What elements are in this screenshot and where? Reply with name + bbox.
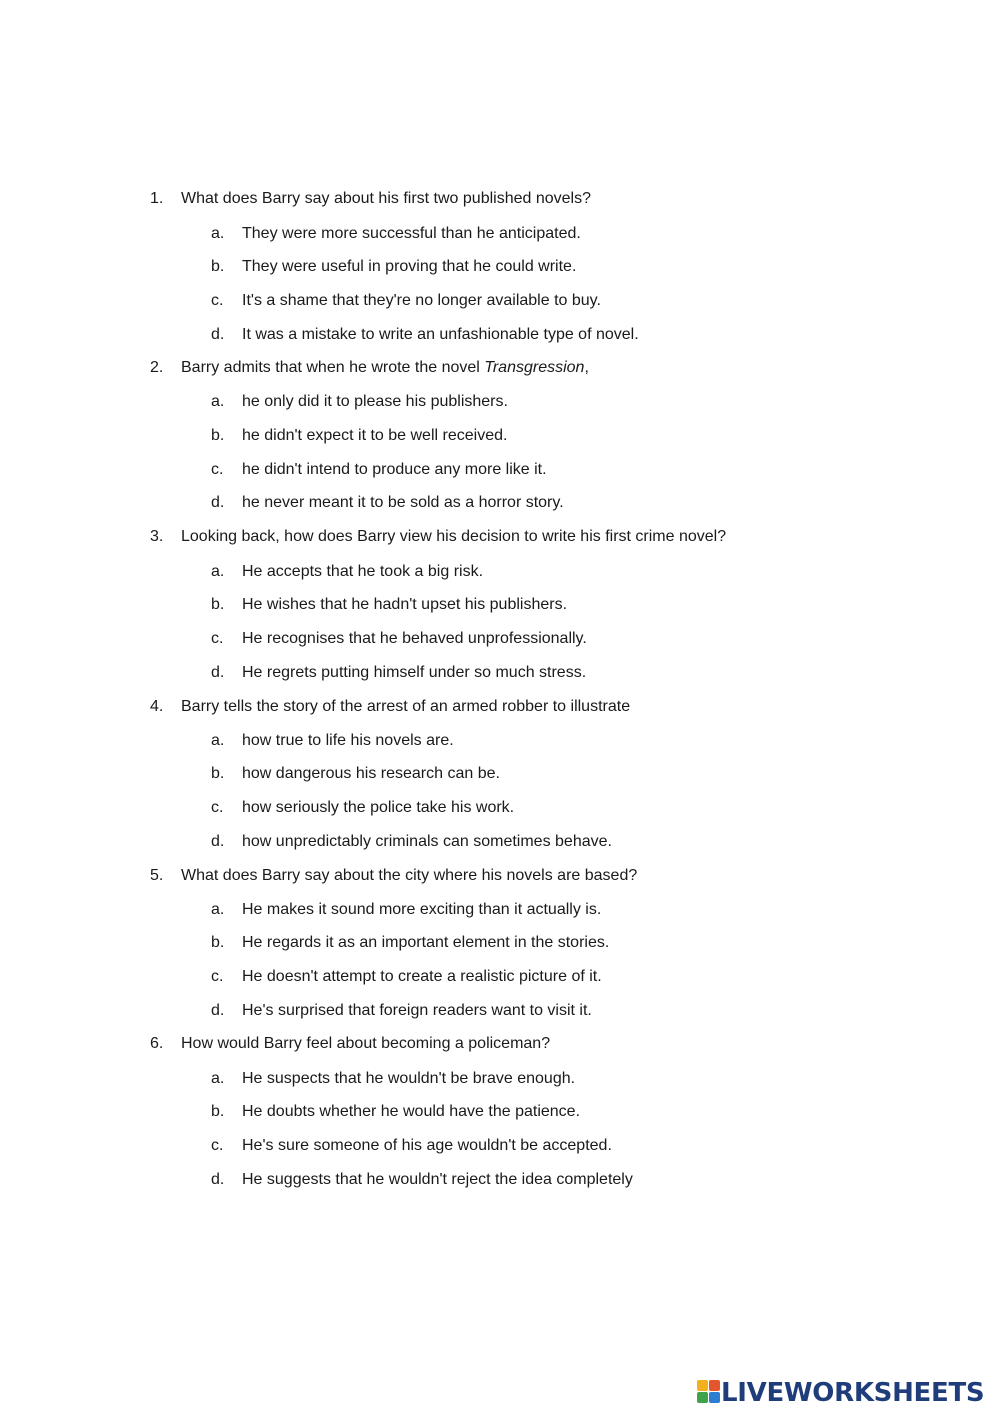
question-1: [0, 187, 1000, 211]
option-2b[interactable]: [0, 424, 1000, 448]
option-letter: c.: [211, 968, 224, 985]
option-letter: d.: [211, 664, 225, 681]
question-6: [0, 1032, 1000, 1056]
option-text: They were more successful than he anticipated.: [242, 225, 581, 242]
logo-square-red: [709, 1380, 720, 1391]
option-2a[interactable]: [0, 390, 1000, 414]
option-1a[interactable]: [0, 222, 1000, 246]
question-number: 5.: [150, 867, 164, 884]
option-4a[interactable]: [0, 729, 1000, 753]
option-text: It was a mistake to write an unfashionable type of novel.: [242, 326, 639, 343]
option-letter: b.: [211, 1103, 225, 1120]
question-text: What does Barry say about his first two published novels?: [181, 190, 591, 207]
option-text: he didn't expect it to be well received.: [242, 427, 508, 444]
question-text: What does Barry say about the city where his novels are based?: [181, 867, 638, 884]
option-letter: d.: [211, 1002, 225, 1019]
question-5: [0, 864, 1000, 888]
option-6b[interactable]: [0, 1100, 1000, 1124]
option-letter: c.: [211, 292, 224, 309]
option-text: He regards it as an important element in the stories.: [242, 934, 610, 951]
logo-square-blue: [709, 1392, 720, 1403]
question-text-start: Barry admits that when he wrote the novel: [181, 359, 485, 376]
logo-square-yellow: [697, 1380, 708, 1391]
option-letter: d.: [211, 326, 225, 343]
novel-title: Transgression: [484, 359, 585, 376]
option-text: He wishes that he hadn't upset his publishers.: [242, 596, 568, 613]
option-text: He doubts whether he would have the patience.: [242, 1103, 581, 1120]
liveworksheets-logo[interactable]: [697, 1376, 997, 1410]
option-6c[interactable]: [0, 1134, 1000, 1158]
option-text: how true to life his novels are.: [242, 732, 454, 749]
option-letter: b.: [211, 258, 225, 275]
question-number: 4.: [150, 698, 164, 715]
option-text: he didn't intend to produce any more like it.: [242, 461, 547, 478]
option-letter: a.: [211, 732, 225, 749]
question-text: How would Barry feel about becoming a policeman?: [181, 1035, 551, 1052]
option-6a[interactable]: [0, 1067, 1000, 1091]
option-letter: c.: [211, 799, 224, 816]
option-text: how dangerous his research can be.: [242, 765, 500, 782]
option-text: He's surprised that foreign readers want to visit it.: [242, 1002, 592, 1019]
option-5d[interactable]: [0, 999, 1000, 1023]
option-text: He's sure someone of his age wouldn't be accepted.: [242, 1137, 612, 1154]
option-letter: d.: [211, 494, 225, 511]
option-letter: b.: [211, 596, 225, 613]
option-text: he only did it to please his publishers.: [242, 393, 508, 410]
question-text: [181, 356, 589, 380]
option-1c[interactable]: [0, 289, 1000, 313]
option-letter: a.: [211, 901, 225, 918]
option-text: He suspects that he wouldn't be brave enough.: [242, 1070, 576, 1087]
option-3d[interactable]: [0, 661, 1000, 685]
option-5a[interactable]: [0, 898, 1000, 922]
question-text-end: ,: [584, 359, 589, 376]
option-4d[interactable]: [0, 830, 1000, 854]
option-text: he never meant it to be sold as a horror story.: [242, 494, 564, 511]
option-letter: c.: [211, 461, 224, 478]
option-text: He suggests that he wouldn't reject the idea completely: [242, 1171, 633, 1188]
logo-wordmark: LIVEWORKSHEETS: [721, 1378, 985, 1408]
option-4b[interactable]: [0, 762, 1000, 786]
question-text: Barry tells the story of the arrest of an armed robber to illustrate: [181, 698, 631, 715]
option-letter: d.: [211, 1171, 225, 1188]
option-4c[interactable]: [0, 796, 1000, 820]
question-number: 6.: [150, 1035, 164, 1052]
question-text: Looking back, how does Barry view his decision to write his first crime novel?: [181, 528, 727, 545]
logo-square-green: [697, 1392, 708, 1403]
question-number: 3.: [150, 528, 164, 545]
option-letter: c.: [211, 1137, 224, 1154]
option-text: He doesn't attempt to create a realistic picture of it.: [242, 968, 602, 985]
option-text: They were useful in proving that he could write.: [242, 258, 577, 275]
option-text: He recognises that he behaved unprofessionally.: [242, 630, 587, 647]
option-letter: c.: [211, 630, 224, 647]
option-letter: b.: [211, 765, 225, 782]
option-text: It's a shame that they're no longer available to buy.: [242, 292, 601, 309]
question-number: 2.: [150, 359, 164, 376]
option-letter: b.: [211, 427, 225, 444]
option-5b[interactable]: [0, 931, 1000, 955]
option-letter: a.: [211, 563, 225, 580]
option-letter: b.: [211, 934, 225, 951]
option-2d[interactable]: [0, 491, 1000, 515]
question-3: [0, 525, 1000, 549]
liveworksheets-logo-icon: [697, 1380, 721, 1404]
option-letter: d.: [211, 833, 225, 850]
option-3b[interactable]: [0, 593, 1000, 617]
option-text: He accepts that he took a big risk.: [242, 563, 484, 580]
question-4: [0, 695, 1000, 719]
option-5c[interactable]: [0, 965, 1000, 989]
option-6d[interactable]: [0, 1168, 1000, 1192]
question-number: 1.: [150, 190, 164, 207]
option-3a[interactable]: [0, 560, 1000, 584]
option-1b[interactable]: [0, 255, 1000, 279]
option-letter: a.: [211, 225, 225, 242]
option-text: how unpredictably criminals can sometimes behave.: [242, 833, 612, 850]
option-2c[interactable]: [0, 458, 1000, 482]
option-text: He regrets putting himself under so much stress.: [242, 664, 587, 681]
option-text: He makes it sound more exciting than it actually is.: [242, 901, 602, 918]
option-1d[interactable]: [0, 323, 1000, 347]
option-3c[interactable]: [0, 627, 1000, 651]
question-2: [0, 356, 1000, 380]
option-letter: a.: [211, 1070, 225, 1087]
option-text: how seriously the police take his work.: [242, 799, 515, 816]
option-letter: a.: [211, 393, 225, 410]
